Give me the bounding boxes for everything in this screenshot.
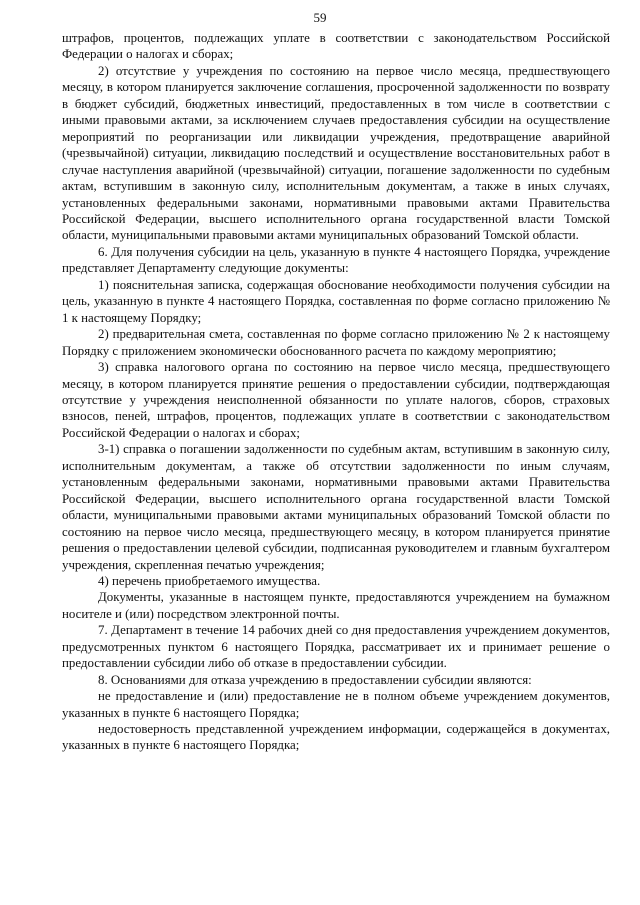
page-number: 59: [313, 10, 327, 25]
paragraph-continuation: штрафов, процентов, подлежащих уплате в соответствии с законодательством Российской Федерации о налогах и сборах;: [62, 31, 610, 62]
paragraph-item-4: 4) перечень приобретаемого имущества.: [98, 573, 321, 588]
paragraph-item-3: 3) справка налогового органа по состоянию на первое число месяца, предшествующего месяцу, в котором планируется принятие решения о предоставлении субсидии, подтверждающая отсутствие у учреждения неисполненной обязанности по уплате налогов, сборов, страховых взносов, пеней, штрафов, процентов, подлежащих уплате в соответствии с законодательством Российской Федерации о налогах и сборах;: [62, 360, 610, 440]
paragraph-documents-submission: Документы, указанные в настоящем пункте, предоставляются учреждением на бумажном носителе и (или) посредством электронной почты.: [62, 590, 610, 621]
paragraph-section-6: 6. Для получения субсидии на цель, указанную в пункте 4 настоящего Порядка, учреждение представляет Департаменту следующие документы:: [62, 244, 610, 276]
document-body: [62, 30, 610, 754]
paragraph-section-7: 7. Департамент в течение 14 рабочих дней со дня предоставления учреждением документов, предусмотренных пунктом 6 настоящего Порядка, рассматривает их и принимает решение о предоставлении субсидии либо об отказе в предоставлении субсидии.: [62, 623, 610, 671]
paragraph-refusal-reason-1: не предоставление и (или) предоставление не в полном объеме учреждением документов, указанных в пункте 6 настоящего Порядка;: [62, 689, 610, 720]
paragraph-section-8: 8. Основаниями для отказа учреждению в предоставлении субсидии являются:: [98, 672, 532, 687]
paragraph-refusal-reason-2: недостоверность представленной учреждением информации, содержащейся в документах, указанных в пункте 6 настоящего Порядка;: [62, 722, 610, 753]
paragraph-item-2-estimate: 2) предварительная смета, составленная по форме согласно приложению № 2 к настоящему Порядку с приложением экономически обоснованного расчета по каждому мероприятию;: [62, 327, 610, 358]
paragraph-item-2: 2) отсутствие у учреждения по состоянию на первое число месяца, предшествующего месяцу, в котором планируется заключение соглашения, просроченной задолженности по возврату в бюджет субсидий, бюджетных инвестиций, предоставленных в том числе в соответствии с иными правовыми актами, за исключением случаев предоставления субсидии на осуществление мероприятий по реорганизации или ликвидации учреждения, предотвращение аварийной (чрезвычайной) ситуации, ликвидацию последствий и осуществление восстановительных работ в случае наступления аварийной (чрезвычайной) ситуации, погашение задолженности по судебным актам, вступившим в законную силу, исполнительным документам, а также в иных случаях, установленных федеральными законами, нормативными правовыми актами Правительства Российской Федерации, высшего исполнительного органа государственной власти Томской области, муниципальными правовыми актами муниципальных образований Томской области.: [62, 63, 610, 243]
paragraph-item-3-1: 3-1) справка о погашении задолженности по судебным актам, вступившим в законную силу, исполнительным документам, а также об отсутствии задолженности по иным случаям, установленным федеральными законами, нормативными правовыми актами Правительства Российской Федерации, высшего исполнительного органа государственной власти Томской области, муниципальными правовыми актами муниципальных образований Томской области по состоянию на первое число месяца, предшествующего месяцу, в котором планируется принятие решения о предоставлении целевой субсидии, подписанная руководителем и главным бухгалтером учреждения, скрепленная печатью учреждения;: [62, 442, 610, 572]
paragraph-item-1: 1) пояснительная записка, содержащая обоснование необходимости получения субсидии на цель, указанную в пункте 4 настоящего Порядка, составленная по форме согласно приложению № 1 к настоящему Порядку;: [62, 277, 610, 325]
